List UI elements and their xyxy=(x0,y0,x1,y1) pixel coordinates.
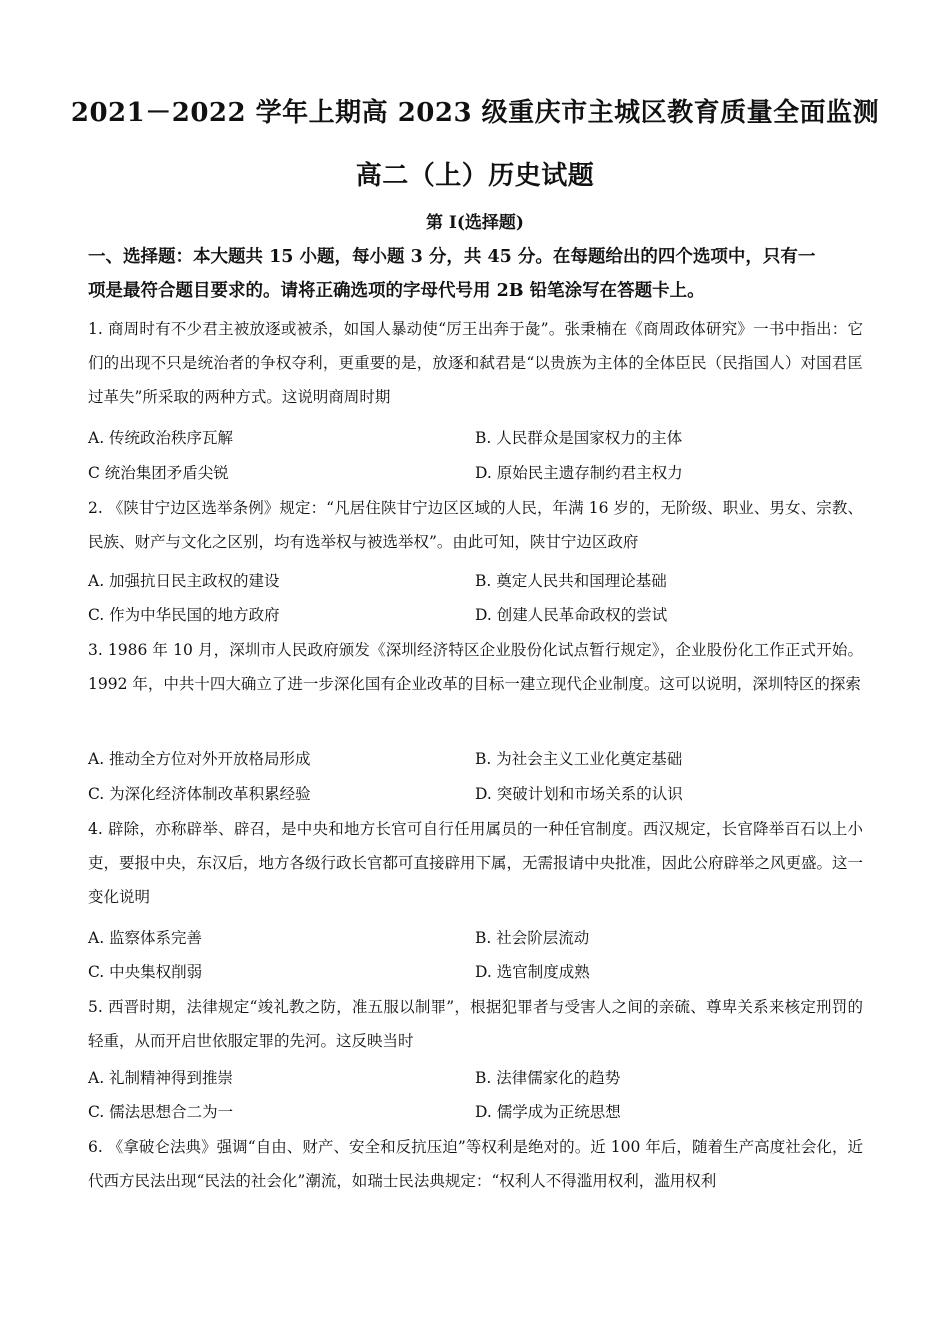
question-1-option-c[interactable]: C 统治集团矛盾尖锐 xyxy=(88,464,229,482)
question-2-option-b[interactable]: B. 奠定人民共和国理论基础 xyxy=(475,572,667,590)
question-5-option-b[interactable]: B. 法律儒家化的趋势 xyxy=(475,1069,621,1087)
question-2-option-d[interactable]: D. 创建人民革命政权的尝试 xyxy=(475,606,668,624)
question-1-option-b[interactable]: B. 人民群众是国家权力的主体 xyxy=(475,429,683,447)
question-6-stem: 6. 《拿破仑法典》强调“自由、财产、安全和反抗压迫”等权利是绝对的。近 100 年后，随着生产高度社会化，近代西方民法出现“民法的社会化”潮流，如瑞士民法典规定：“权利人不得滥用权利，滥用权利 xyxy=(88,1138,863,1190)
section-instructions xyxy=(88,240,863,308)
part-heading: 第 I(选择题) xyxy=(426,213,524,233)
question-2-option-a[interactable]: A. 加强抗日民主政权的建设 xyxy=(88,572,280,590)
question-1-option-d[interactable]: D. 原始民主遗存制约君主权力 xyxy=(475,464,683,482)
question-4-option-a[interactable]: A. 监察体系完善 xyxy=(88,929,203,947)
question-4-option-c[interactable]: C. 中央集权削弱 xyxy=(88,963,203,981)
question-3-option-b[interactable]: B. 为社会主义工业化奠定基础 xyxy=(475,750,683,768)
question-3-stem: 3. 1986 年 10 月，深圳市人民政府颁发《深圳经济特区企业股份化试点暂行规定》，企业股份化工作正式开始。1992 年，中共十四大确立了进一步深化国有企业改革的目标一建立现代企业制度。这可以说明，深圳特区的探索 xyxy=(88,641,863,693)
question-4-option-d[interactable]: D. 选官制度成熟 xyxy=(475,963,590,981)
question-1-stem: 1. 商周时有不少君主被放逐或被杀，如国人暴动使“厉王出奔于彘”。张秉楠在《商周政体研究》一书中指出：它们的出现不只是统治者的争权夺利，更重要的是，放逐和弑君是“以贵族为主体的全体臣民（民指国人）对国君匡过革失”所采取的两种方式。这说明商周时期 xyxy=(88,320,863,406)
question-3-option-a[interactable]: A. 推动全方位对外开放格局形成 xyxy=(88,750,311,768)
question-3-option-d[interactable]: D. 突破计划和市场关系的认识 xyxy=(475,785,683,803)
question-2-option-c[interactable]: C. 作为中华民国的地方政府 xyxy=(88,606,280,624)
question-5-option-d[interactable]: D. 儒学成为正统思想 xyxy=(475,1103,621,1121)
question-3-option-c[interactable]: C. 为深化经济体制改革积累经验 xyxy=(88,785,311,803)
question-5-option-a[interactable]: A. 礼制精神得到推崇 xyxy=(88,1069,234,1087)
instruction-line-2: 项是最符合题目要求的。请将正确选项的字母代号用 2B 铅笔涂写在答题卡上。 xyxy=(88,281,705,301)
exam-title: 2021－2022 学年上期高 2023 级重庆市主城区教育质量全面监测 xyxy=(70,98,880,128)
question-4-option-b[interactable]: B. 社会阶层流动 xyxy=(475,929,590,947)
question-2-stem: 2. 《陕甘宁边区选举条例》规定：“凡居住陕甘宁边区区域的人民，年满 16 岁的，无阶级、职业、男女、宗教、民族、财产与文化之区别，均有选举权与被选举权”。由此可知，陕甘宁边区政府 xyxy=(88,499,863,551)
exam-subtitle: 高二（上）历史试题 xyxy=(355,161,595,191)
instruction-line-1: 一、选择题：本大题共 15 小题，每小题 3 分，共 45 分。在每题给出的四个选项中，只有一 xyxy=(88,247,816,267)
question-4-stem: 4. 辟除，亦称辟举、辟召，是中央和地方长官可自行任用属员的一种任官制度。西汉规定，长官降举百石以上小吏，要报中央，东汉后，地方各级行政长官都可直接辟用下属，无需报请中央批准，因此公府辟举之风更盛。这一变化说明 xyxy=(88,820,864,906)
question-1-option-a[interactable]: A. 传统政治秩序瓦解 xyxy=(88,429,234,447)
question-5-option-c[interactable]: C. 儒法思想合二为一 xyxy=(88,1103,234,1121)
question-5-stem: 5. 西晋时期，法律规定“竣礼教之防，准五服以制罪”，根据犯罪者与受害人之间的亲硫、尊卑关系来核定刑罚的轻重，从而开启世依服定罪的先河。这反映当时 xyxy=(88,998,863,1050)
